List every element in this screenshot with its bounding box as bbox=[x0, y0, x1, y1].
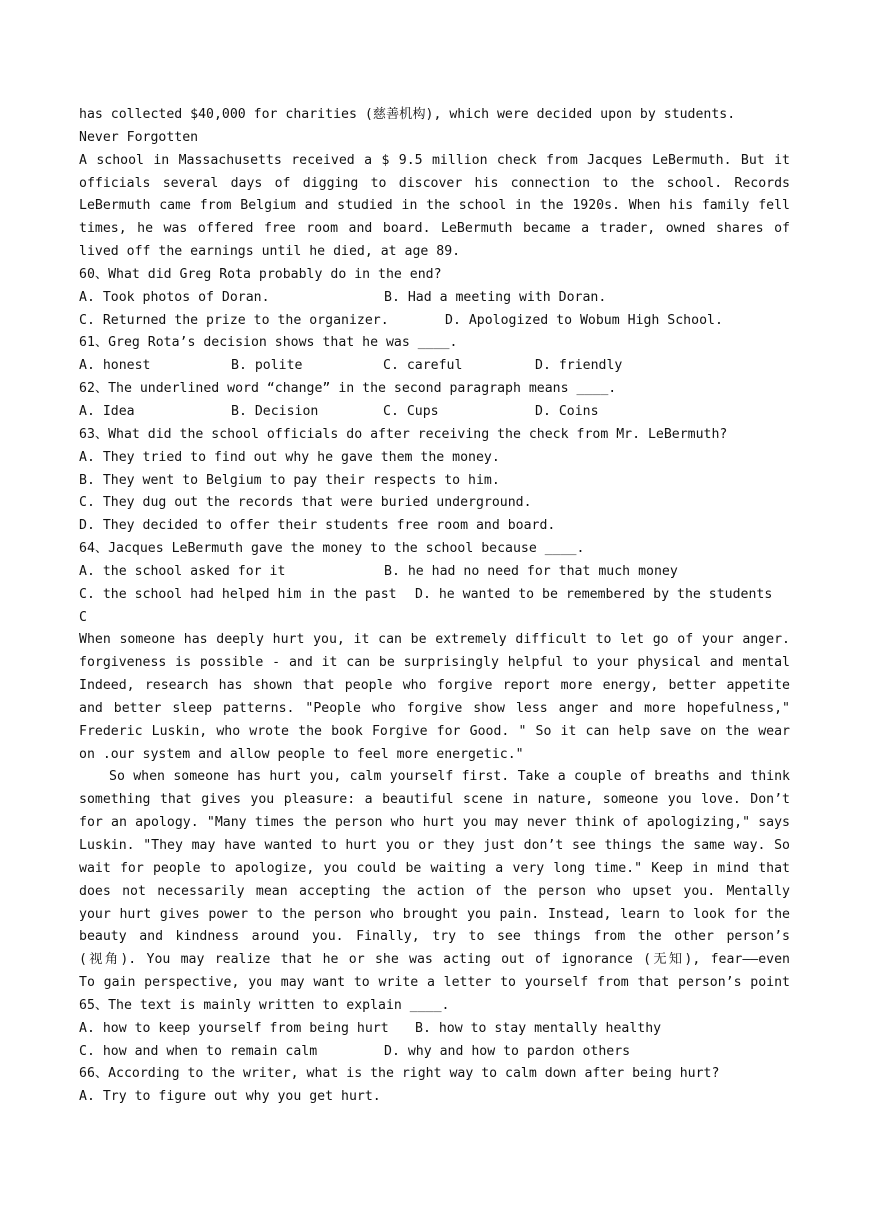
option-d: D. he wanted to be remembered by the students bbox=[415, 586, 773, 602]
option-c: C. Returned the prize to the organizer. bbox=[79, 312, 389, 328]
text-line: on .our system and allow people to feel more energetic." bbox=[79, 746, 524, 762]
option-a: A. honest bbox=[79, 358, 151, 374]
option-b: B. how to stay mentally healthy bbox=[415, 1020, 662, 1036]
text-line: does not necessarily mean accepting the action of the person who upset you. Mentally bbox=[79, 883, 790, 899]
option-d: D. They decided to offer their students free room and board. bbox=[79, 518, 556, 534]
options-row bbox=[79, 1018, 790, 1041]
option-b: B. They went to Belgium to pay their respects to him. bbox=[79, 472, 500, 488]
option-d: D. Apologized to Wobum High School. bbox=[445, 312, 723, 328]
options-row bbox=[79, 1041, 790, 1064]
text-line: Frederic Luskin, who wrote the book Forgive for Good. " So it can help save on the wear bbox=[79, 723, 790, 739]
option-a: A. Took photos of Doran. bbox=[79, 289, 270, 305]
options-row bbox=[79, 584, 790, 607]
option-a: A. They tried to find out why he gave them the money. bbox=[79, 449, 500, 465]
option-d: D. why and how to pardon others bbox=[384, 1043, 631, 1059]
passage-title: Never Forgotten bbox=[79, 129, 199, 145]
text-line: To gain perspective, you may want to write a letter to yourself from that person’s point bbox=[79, 975, 790, 991]
text-line: (视角). You may realize that he or she was acting out of ignorance (无知), fear——even bbox=[79, 952, 790, 968]
question-63: 63、What did the school officials do after receiving the check from Mr. LeBermuth? bbox=[79, 426, 728, 442]
option-b: B. he had no need for that much money bbox=[384, 563, 678, 579]
text-line: So when someone has hurt you, calm yourself first. Take a couple of breaths and think bbox=[109, 769, 790, 785]
option-c: C. the school had helped him in the past bbox=[79, 586, 397, 602]
option-a: A. how to keep yourself from being hurt bbox=[79, 1020, 389, 1036]
text-line: Indeed, research has shown that people who forgive report more energy, better appetite bbox=[79, 678, 790, 694]
options-row bbox=[79, 310, 790, 333]
section-label: C bbox=[79, 609, 87, 625]
option-a: A. Try to figure out why you get hurt. bbox=[79, 1089, 381, 1105]
question-60: 60、What did Greg Rota probably do in the end? bbox=[79, 266, 442, 282]
text-line: lived off the earnings until he died, at age 89. bbox=[79, 244, 461, 260]
option-b: B. polite bbox=[231, 358, 303, 374]
question-64: 64、Jacques LeBermuth gave the money to the school because ____. bbox=[79, 541, 585, 557]
text-line: has collected $40,000 for charities (慈善机构), which were decided upon by students. bbox=[79, 107, 736, 122]
options-row bbox=[79, 355, 790, 378]
text-line: and better sleep patterns. "People who forgive show less anger and more hopefulness," bbox=[79, 700, 790, 716]
text-line: When someone has deeply hurt you, it can be extremely difficult to let go of your anger. bbox=[79, 632, 790, 648]
text-line: Luskin. "They may have wanted to hurt you or they just don’t see things the same way. So bbox=[79, 838, 790, 853]
text-line: something that gives you pleasure: a beautiful scene in nature, someone you love. Don’t bbox=[79, 792, 790, 808]
text-line: officials several days of digging to discover his connection to the school. Records bbox=[79, 175, 790, 191]
text-line: times, he was offered free room and board. LeBermuth became a trader, owned shares of bbox=[79, 221, 790, 237]
option-c: C. They dug out the records that were buried underground. bbox=[79, 495, 532, 511]
option-c: C. careful bbox=[383, 358, 463, 374]
question-65: 65、The text is mainly written to explain ____. bbox=[79, 997, 450, 1013]
option-a: A. Idea bbox=[79, 403, 135, 419]
options-row bbox=[79, 401, 790, 424]
option-d: D. Coins bbox=[535, 403, 599, 419]
text-line: wait for people to apologize, you could be waiting a very long time." Keep in mind that bbox=[79, 860, 790, 876]
question-66: 66、According to the writer, what is the right way to calm down after being hurt? bbox=[79, 1066, 720, 1082]
option-a: A. the school asked for it bbox=[79, 563, 286, 579]
question-61: 61、Greg Rota’s decision shows that he was ____. bbox=[79, 335, 458, 351]
text-line: LeBermuth came from Belgium and studied in the school in the 1920s. When his family fell bbox=[79, 198, 790, 214]
option-d: D. friendly bbox=[535, 358, 623, 374]
text-line: beauty and kindness around you. Finally, try to see things from the other person’s bbox=[79, 929, 790, 945]
document-page bbox=[79, 104, 790, 1109]
text-line: your hurt gives power to the person who brought you pain. Instead, learn to look for the bbox=[79, 906, 790, 922]
options-row bbox=[79, 561, 790, 584]
option-c: C. Cups bbox=[383, 403, 439, 419]
text-line: A school in Massachusetts received a $ 9.5 million check from Jacques LeBermuth. But it bbox=[79, 152, 790, 168]
question-62: 62、The underlined word “change” in the second paragraph means ____. bbox=[79, 381, 617, 397]
text-line: for an apology. "Many times the person who hurt you may never think of apologizing," says bbox=[79, 815, 790, 831]
text-line: forgiveness is possible - and it can be surprisingly helpful to your physical and mental bbox=[79, 655, 790, 671]
option-c: C. how and when to remain calm bbox=[79, 1043, 318, 1059]
option-b: B. Decision bbox=[231, 403, 319, 419]
option-b: B. Had a meeting with Doran. bbox=[384, 289, 607, 305]
options-row bbox=[79, 287, 790, 310]
